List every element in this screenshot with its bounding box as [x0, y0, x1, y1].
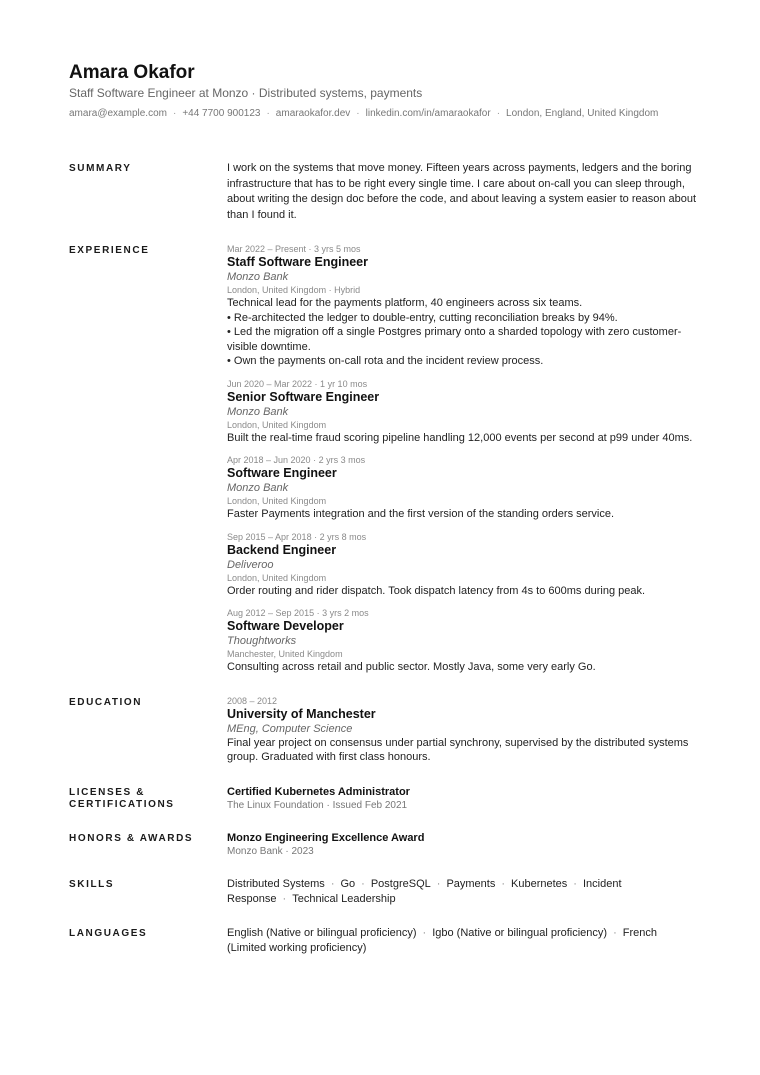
summary-section [69, 161, 760, 223]
contact-linkedin[interactable]: linkedin.com/in/amaraokafor [365, 108, 491, 119]
job-location: London, United Kingdom [227, 496, 327, 506]
separator: · [613, 926, 617, 939]
language-item: French (Limited working proficiency) [227, 926, 657, 954]
job-company: Deliveroo [227, 558, 274, 571]
school-name: University of Manchester [227, 706, 376, 721]
separator: · [361, 877, 365, 890]
language-item: Igbo (Native or bilingual proficiency) [432, 926, 608, 939]
separator: · [422, 926, 427, 939]
experience-section [69, 243, 760, 675]
job-entry [227, 531, 697, 599]
language-item: English (Native or bilingual proficiency) [227, 926, 417, 939]
education-dates: 2008 – 2012 [227, 695, 278, 706]
job-bullet: • Led the migration off a single Postgres primary onto a sharded topology with zero customer-visible downtime. [227, 326, 682, 353]
job-dates: Mar 2022 – Present · 3 yrs 5 mos [227, 244, 361, 254]
section-label-education: EDUCATION [69, 696, 143, 708]
skills-list [227, 877, 697, 907]
award-title: Monzo Engineering Excellence Award [227, 831, 425, 844]
job-title: Software Engineer [227, 466, 337, 480]
certification-title: Certified Kubernetes Administrator [227, 785, 410, 798]
separator: · [496, 108, 501, 119]
job-company: Monzo Bank [227, 482, 289, 494]
languages-section [69, 926, 760, 956]
job-title: Software Developer [227, 619, 344, 633]
job-dates: Jun 2020 – Mar 2022 · 1 yr 10 mos [227, 378, 368, 389]
skill-item: Kubernetes [511, 877, 568, 890]
separator: · [356, 108, 360, 119]
certification-entry [227, 785, 697, 812]
education-entry [227, 695, 697, 765]
section-label-skills: SKILLS [69, 878, 115, 890]
job-description-line: Built the real-time fraud scoring pipeline handling 12,000 events per second at p99 under 40ms. [227, 431, 693, 444]
job-location: Manchester, United Kingdom [227, 649, 343, 659]
resume-header [69, 62, 760, 121]
separator: · [266, 108, 270, 119]
separator: · [501, 877, 506, 890]
honor-entry [227, 831, 697, 858]
job-title: Backend Engineer [227, 542, 337, 557]
separator: · [573, 877, 577, 890]
honors-section [69, 831, 760, 858]
job-entry [227, 607, 697, 675]
section-label-summary: SUMMARY [69, 163, 132, 174]
job-description-line: Technical lead for the payments platform, 40 engineers across six teams. [227, 297, 583, 309]
job-bullet: • Re-architected the ledger to double-entry, cutting reconciliation breaks by 94%. [227, 311, 618, 324]
job-title: Senior Software Engineer [227, 389, 380, 404]
skill-item: Go [340, 877, 356, 890]
job-description-line: Consulting across retail and public sector. Mostly Java, some very early Go. [227, 661, 596, 673]
job-location: London, United Kingdom [227, 419, 327, 430]
skill-item: Payments [446, 877, 496, 890]
separator: · [436, 877, 441, 890]
certification-issuer: The Linux Foundation · Issued Feb 2021 [227, 799, 408, 811]
languages-list [227, 926, 697, 956]
contact-email[interactable]: amara@example.com [69, 108, 167, 119]
job-dates: Apr 2018 – Jun 2020 · 2 yrs 3 mos [227, 455, 366, 465]
section-label-honors: HONORS & AWARDS [69, 832, 194, 844]
contact-website[interactable]: amaraokafor.dev [275, 108, 351, 119]
skill-item: Incident Response [227, 877, 622, 905]
skills-section [69, 877, 760, 907]
award-issuer: Monzo Bank · 2023 [227, 845, 314, 857]
job-company: Thoughtworks [227, 635, 297, 647]
job-description-line: Order routing and rider dispatch. Took dispatch latency from 4s to 600ms during peak. [227, 584, 646, 597]
job-company: Monzo Bank [227, 271, 289, 283]
job-title: Staff Software Engineer [227, 255, 368, 269]
job-location: London, United Kingdom · Hybrid [227, 285, 361, 295]
degree: MEng, Computer Science [227, 722, 353, 735]
section-label-languages: LANGUAGES [69, 927, 148, 939]
job-company: Monzo Bank [227, 405, 289, 418]
job-description-line: Faster Payments integration and the first version of the standing orders service. [227, 508, 615, 520]
headline: Staff Software Engineer at Monzo · Distributed systems, payments [69, 86, 423, 100]
job-entry [227, 454, 697, 522]
job-dates: Sep 2015 – Apr 2018 · 2 yrs 8 mos [227, 531, 367, 542]
section-label-experience: EXPERIENCE [69, 245, 150, 256]
education-section [69, 695, 760, 765]
section-label-certifications: LICENSES & CERTIFICATIONS [69, 786, 175, 810]
skill-item: PostgreSQL [370, 877, 431, 890]
certifications-section [69, 785, 760, 812]
job-location: London, United Kingdom [227, 572, 327, 583]
separator: · [282, 892, 287, 905]
job-entry [227, 243, 697, 369]
summary-text: I work on the systems that move money. Fifteen years across payments, ledgers and the boring infrastructure that has to be right every single time. I care about on-call you can sleep through, about writing the design doc before the code, and about leaving a system easier to reason about than I found it. [227, 162, 697, 221]
contact-phone[interactable]: +44 7700 900123 [182, 108, 261, 119]
contact-line [69, 107, 760, 121]
separator: · [172, 108, 177, 119]
experience-list [227, 243, 697, 675]
person-name: Amara Okafor [69, 62, 195, 83]
education-description: Final year project on consensus under partial synchrony, supervised by the distributed systems group. Graduated with first class honours. [227, 736, 689, 763]
contact-location: London, England, United Kingdom [506, 108, 659, 119]
skill-item: Distributed Systems [227, 877, 325, 890]
job-bullet: • Own the payments on-call rota and the incident review process. [227, 355, 544, 367]
skill-item: Technical Leadership [292, 892, 396, 905]
job-dates: Aug 2012 – Sep 2015 · 3 yrs 2 mos [227, 608, 369, 618]
job-entry [227, 378, 697, 446]
separator: · [330, 877, 335, 890]
